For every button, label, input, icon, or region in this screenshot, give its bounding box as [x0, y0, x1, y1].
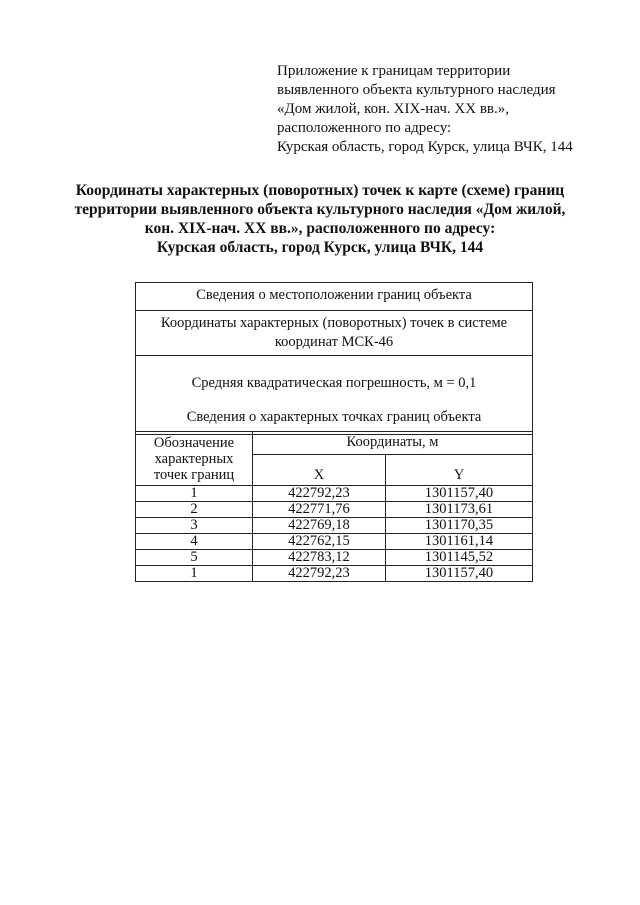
y-cell: 1301145,52 [385, 550, 532, 566]
point-cell: 3 [136, 518, 253, 534]
point-cell: 1 [136, 566, 253, 582]
x-cell: 422783,12 [253, 550, 386, 566]
points-title: Сведения о характерных точках границ объекта [186, 409, 482, 425]
y-cell: 1301161,14 [385, 534, 532, 550]
table-row [136, 518, 533, 534]
x-cell: 422762,15 [253, 534, 386, 550]
annex-line: Приложение к границам территории [277, 63, 511, 79]
header-line: Обозначение [153, 434, 235, 451]
x-header: X [253, 455, 386, 486]
heading-line: территории выявленного объекта культурного наследия «Дом жилой, [74, 201, 566, 218]
x-cell: 422792,23 [253, 486, 386, 502]
accuracy-section [136, 356, 532, 434]
annex-note [277, 62, 617, 157]
y-header: Y [385, 455, 532, 486]
mean-square-error: Средняя квадратическая погрешность, м = 0,1 [191, 375, 477, 391]
heading-line: кон. XIX-нач. XX вв.», расположенного по адресу: [144, 220, 496, 237]
table-row [136, 486, 533, 502]
annex-line: «Дом жилой, кон. XIX-нач. XX вв.», [277, 101, 510, 117]
y-cell: 1301170,35 [385, 518, 532, 534]
header-line: характерных [154, 450, 234, 467]
x-cell: 422792,23 [253, 566, 386, 582]
x-cell: 422771,76 [253, 502, 386, 518]
coordinates-header: Координаты, м [253, 432, 533, 455]
coordinate-system [136, 311, 532, 356]
table-row [136, 566, 533, 582]
y-cell: 1301157,40 [385, 486, 532, 502]
heading-line: Курская область, город Курск, улица ВЧК, 144 [156, 239, 484, 256]
point-name-header [136, 432, 253, 486]
point-cell: 5 [136, 550, 253, 566]
table-row [136, 502, 533, 518]
point-cell: 4 [136, 534, 253, 550]
table-row [136, 534, 533, 550]
y-cell: 1301173,61 [385, 502, 532, 518]
x-cell: 422769,18 [253, 518, 386, 534]
annex-line: Курская область, город Курск, улица ВЧК, 144 [277, 139, 573, 155]
annex-line: расположенного по адресу: [277, 120, 452, 136]
coordinates-table [135, 431, 533, 582]
table-row [136, 550, 533, 566]
boundary-info-block [135, 282, 533, 435]
header-line: точек границ [153, 466, 235, 483]
location-title: Сведения о местоположении границ объекта [136, 283, 532, 311]
point-cell: 2 [136, 502, 253, 518]
y-cell: 1301157,40 [385, 566, 532, 582]
coordinate-system-line: координат МСК-46 [274, 334, 394, 350]
point-cell: 1 [136, 486, 253, 502]
coordinate-system-line: Координаты характерных (поворотных) точек в системе [160, 315, 508, 331]
heading-line: Координаты характерных (поворотных) точек к карте (схеме) границ [75, 182, 565, 199]
annex-line: выявленного объекта культурного наследия [277, 82, 556, 98]
document-heading [60, 181, 580, 257]
